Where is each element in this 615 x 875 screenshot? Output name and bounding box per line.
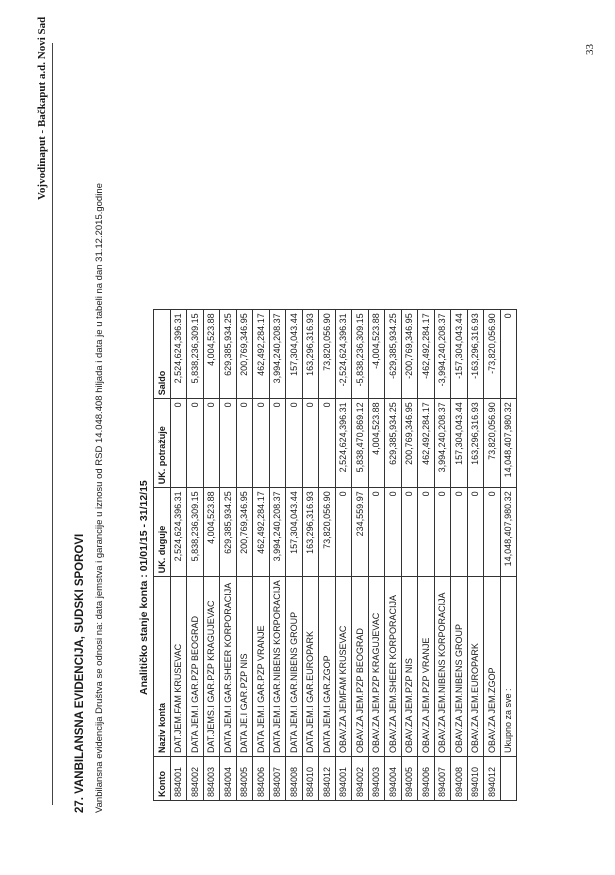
potrazuje-cell: 0 [236,399,253,488]
naziv-cell: OBAV.ZA JEM.NIBENS GROUP [451,577,468,757]
table-row [451,310,468,801]
duguje-cell: 73,820,056.90 [319,488,336,577]
column-header-duguje: UK. duguje [154,488,171,577]
potrazuje-cell: 462,492,284.17 [418,399,435,488]
naziv-cell: DATA JEM.I GAR.NIBENS GROUP [286,577,303,757]
saldo-cell: 462,492,284.17 [253,310,270,399]
table-row [187,310,204,801]
konto-cell: 894001 [335,757,352,801]
naziv-cell: OBAV.ZA JEMFAM KRUSEVAC [335,577,352,757]
total-potrazuje: 14,048,407,980.32 [500,399,517,488]
konto-cell: 884005 [236,757,253,801]
table-row [269,310,286,801]
saldo-cell: -3,994,240,208.37 [434,310,451,399]
naziv-cell: DATA JEM.I GAR.PZP VRANJE [253,577,270,757]
potrazuje-cell: 200,769,346.95 [401,399,418,488]
konto-cell: 894010 [467,757,484,801]
potrazuje-cell: 157,304,043.44 [451,399,468,488]
konto-cell: 884002 [187,757,204,801]
duguje-cell: 157,304,043.44 [286,488,303,577]
table-row [170,310,187,801]
naziv-cell: OBAV.ZA JEM.PZP BEOGRAD [352,577,369,757]
column-header-naziv: Naziv konta [154,577,171,757]
konto-cell: 884006 [253,757,270,801]
total-label: Ukupno za sve : [500,577,517,757]
total-saldo: 0 [500,310,517,399]
table-row [335,310,352,801]
duguje-cell: 3,994,240,208.37 [269,488,286,577]
naziv-cell: DATA JEM.I GAR.PZP BEOGRAD [187,577,204,757]
duguje-cell: 0 [467,488,484,577]
konto-cell: 894005 [401,757,418,801]
saldo-cell: 163,296,316.93 [302,310,319,399]
konto-cell: 894012 [484,757,501,801]
table-row [368,310,385,801]
saldo-cell: -462,492,284.17 [418,310,435,399]
total-row [500,310,517,801]
konto-cell: 894008 [451,757,468,801]
saldo-cell: 2,524,624,396.31 [170,310,187,399]
potrazuje-cell: 0 [286,399,303,488]
konto-cell: 884012 [319,757,336,801]
column-header-saldo: Saldo [154,310,171,399]
naziv-cell: OBAV.ZA JEM.PZP VRANJE [418,577,435,757]
saldo-cell: -163,296,316.93 [467,310,484,399]
saldo-cell: 200,769,346.95 [236,310,253,399]
potrazuje-cell: 0 [170,399,187,488]
saldo-cell: 3,994,240,208.37 [269,310,286,399]
table-row [352,310,369,801]
naziv-cell: OBAV.ZA JEM.NIBENS KORPORACIJA [434,577,451,757]
table-caption: Analitičko stanje konta : 01/01/15 - 31/12/15 [138,480,150,695]
konto-cell: 884007 [269,757,286,801]
naziv-cell: OBAV.ZA JEM.SHEER KORPORACIJA [385,577,402,757]
saldo-cell: -2,524,624,396.31 [335,310,352,399]
potrazuje-cell: 0 [220,399,237,488]
potrazuje-cell: 2,524,624,396.31 [335,399,352,488]
duguje-cell: 0 [368,488,385,577]
ledger-table [153,309,517,801]
column-header-konto: Konto [154,757,171,801]
table-row [467,310,484,801]
total-konto-cell [500,757,517,801]
column-header-potrazuje: UK. potražuje [154,399,171,488]
naziv-cell: DAT.JEM.FAM KRUSEVAC [170,577,187,757]
naziv-cell: DATA JE.I GAR.PZP NIS [236,577,253,757]
naziv-cell: DATA JEM.I GAR.NIBENS KORPORACIJA [269,577,286,757]
duguje-cell: 462,492,284.17 [253,488,270,577]
total-duguje: 14,048,407,980.32 [500,488,517,577]
naziv-cell: DAT.JEMS.I GAR.PZP KRAGUJEVAC [203,577,220,757]
konto-cell: 894006 [418,757,435,801]
table-row [236,310,253,801]
konto-cell: 884001 [170,757,187,801]
potrazuje-cell: 0 [187,399,204,488]
page-number: 33 [584,44,596,55]
table-header-row [154,310,171,801]
saldo-cell: 73,820,056.90 [319,310,336,399]
duguje-cell: 0 [451,488,468,577]
table-row [302,310,319,801]
konto-cell: 884010 [302,757,319,801]
table-row [401,310,418,801]
saldo-cell: 4,004,523.88 [203,310,220,399]
potrazuje-cell: 73,820,056.90 [484,399,501,488]
konto-cell: 884008 [286,757,303,801]
naziv-cell: DATA JEM.I GAR.SHEER KORPORACIJA [220,577,237,757]
saldo-cell: -4,004,523.88 [368,310,385,399]
naziv-cell: OBAV.ZA JEM.ZGOP [484,577,501,757]
saldo-cell: 629,385,934.25 [220,310,237,399]
duguje-cell: 163,296,316.93 [302,488,319,577]
potrazuje-cell: 0 [269,399,286,488]
duguje-cell: 5,838,236,309.15 [187,488,204,577]
section-title: 27. VANBILANSNA EVIDENCIJA, SUDSKI SPOROVI [74,533,86,813]
table-row [253,310,270,801]
konto-cell: 894007 [434,757,451,801]
duguje-cell: 0 [401,488,418,577]
potrazuje-cell: 163,296,316.93 [467,399,484,488]
konto-cell: 894004 [385,757,402,801]
duguje-cell: 0 [418,488,435,577]
saldo-cell: -629,385,934.25 [385,310,402,399]
potrazuje-cell: 0 [319,399,336,488]
potrazuje-cell: 3,994,240,208.37 [434,399,451,488]
naziv-cell: OBAV.ZA JEM.EUROPARK [467,577,484,757]
duguje-cell: 200,769,346.95 [236,488,253,577]
duguje-cell: 0 [335,488,352,577]
konto-cell: 884004 [220,757,237,801]
table-row [418,310,435,801]
saldo-cell: -200,769,346.95 [401,310,418,399]
saldo-cell: -5,838,236,309.15 [352,310,369,399]
duguje-cell: 0 [434,488,451,577]
potrazuje-cell: 0 [203,399,220,488]
table-row [484,310,501,801]
table-row [319,310,336,801]
company-header: Vojvodinaput - Bačkaput a.d. Novi Sad [36,16,48,200]
table-row [220,310,237,801]
intro-paragraph: Vanbilansna evidencija Društva se odnosi na: data jemstva i garancije u iznosu od RSD 14.048.408 hiljada i data je u tabeli na dan 31.12.2015.godine [94,183,105,813]
table-row [385,310,402,801]
naziv-cell: OBAV.ZA JEM.PZP NIS [401,577,418,757]
duguje-cell: 4,004,523.88 [203,488,220,577]
potrazuje-cell: 0 [302,399,319,488]
table-row [203,310,220,801]
duguje-cell: 0 [484,488,501,577]
naziv-cell: OBAV.ZA JEM.PZP KRAGUJEVAC [368,577,385,757]
saldo-cell: -73,820,056.90 [484,310,501,399]
table-row [434,310,451,801]
header-rule [52,43,53,805]
potrazuje-cell: 629,385,934.25 [385,399,402,488]
duguje-cell: 0 [385,488,402,577]
ledger-body [170,310,500,801]
saldo-cell: 5,838,236,309.15 [187,310,204,399]
konto-cell: 894003 [368,757,385,801]
naziv-cell: DATA JEM.I GAR.ZGOP [319,577,336,757]
konto-cell: 894002 [352,757,369,801]
naziv-cell: DATA JEM.I GAR.EUROPARK [302,577,319,757]
potrazuje-cell: 0 [253,399,270,488]
saldo-cell: 157,304,043.44 [286,310,303,399]
duguje-cell: 2,524,624,396.31 [170,488,187,577]
duguje-cell: 629,385,934.25 [220,488,237,577]
saldo-cell: -157,304,043.44 [451,310,468,399]
potrazuje-cell: 4,004,523.88 [368,399,385,488]
potrazuje-cell: 5,838,470,869.12 [352,399,369,488]
duguje-cell: 234,559.97 [352,488,369,577]
konto-cell: 884003 [203,757,220,801]
table-row [286,310,303,801]
